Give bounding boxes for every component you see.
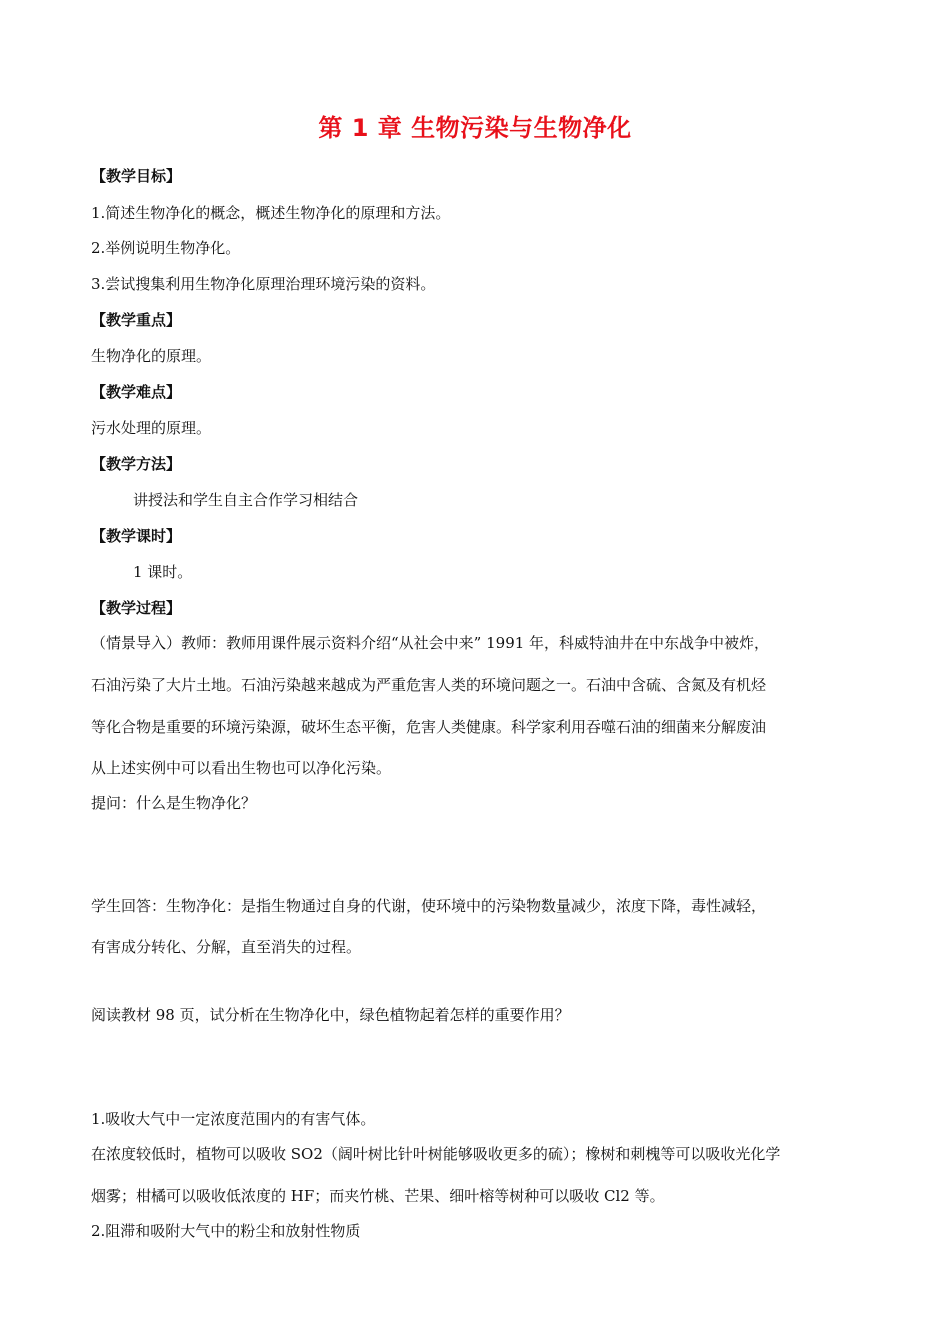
answer-line-1: 学生回答：生物净化：是指生物通过自身的代谢，使环境中的污染物数量减少，浓度下降，毒性减轻， — [91, 897, 767, 915]
intro-paragraph-line-2: 石油污染了大片土地。石油污染越来越成为严重危害人类的环境问题之一。石油中含硫、含氮及有机烃 — [91, 676, 767, 694]
reading-prompt: 阅读教材 98 页，试分析在生物净化中，绿色植物起着怎样的重要作用？ — [91, 1006, 570, 1024]
intro-paragraph-line-1: （情景导入）教师：教师用课件展示资料介绍“从社会中来” 1991 年，科威特油井在中东战争中被炸， — [91, 634, 770, 652]
section-heading-methods: 【教学方法】 — [91, 455, 182, 473]
intro-paragraph-line-3: 等化合物是重要的环境污染源，破坏生态平衡，危害人类健康。科学家利用吞噬石油的细菌来分解废油 — [91, 718, 767, 736]
point-1-text-line-2: 烟雾；柑橘可以吸收低浓度的 HF；而夹竹桃、芒果、细叶榕等树种可以吸收 Cl2 等。 — [91, 1187, 665, 1205]
point-1-text-line-1: 在浓度较低时，植物可以吸收 SO2（阔叶树比针叶树能够吸收更多的硫）；橡树和刺槐等可以吸收光化学 — [91, 1145, 781, 1163]
answer-line-2: 有害成分转化、分解，直至消失的过程。 — [91, 938, 362, 956]
difficulties-text: 污水处理的原理。 — [91, 419, 212, 437]
objective-2: 2.举例说明生物净化。 — [91, 239, 241, 257]
section-heading-difficulties: 【教学难点】 — [91, 383, 182, 401]
objective-3: 3.尝试搜集利用生物净化原理治理环境污染的资料。 — [91, 275, 436, 293]
section-heading-process: 【教学过程】 — [91, 599, 182, 617]
point-2-heading: 2.阻滞和吸附大气中的粉尘和放射性物质 — [91, 1222, 361, 1240]
question-text: 提问：什么是生物净化？ — [91, 794, 257, 812]
hours-text: 1 课时。 — [133, 563, 193, 581]
point-1-heading: 1.吸收大气中一定浓度范围内的有害气体。 — [91, 1110, 376, 1128]
section-heading-objectives: 【教学目标】 — [91, 167, 182, 185]
section-heading-key-points: 【教学重点】 — [91, 311, 182, 329]
chapter-title: 第 1 章 生物污染与生物净化 — [318, 114, 632, 142]
methods-text: 讲授法和学生自主合作学习相结合 — [133, 491, 359, 509]
intro-paragraph-line-4: 从上述实例中可以看出生物也可以净化污染。 — [91, 759, 392, 777]
objective-1: 1.简述生物净化的概念，概述生物净化的原理和方法。 — [91, 204, 451, 222]
key-points-text: 生物净化的原理。 — [91, 347, 212, 365]
section-heading-hours: 【教学课时】 — [91, 527, 182, 545]
